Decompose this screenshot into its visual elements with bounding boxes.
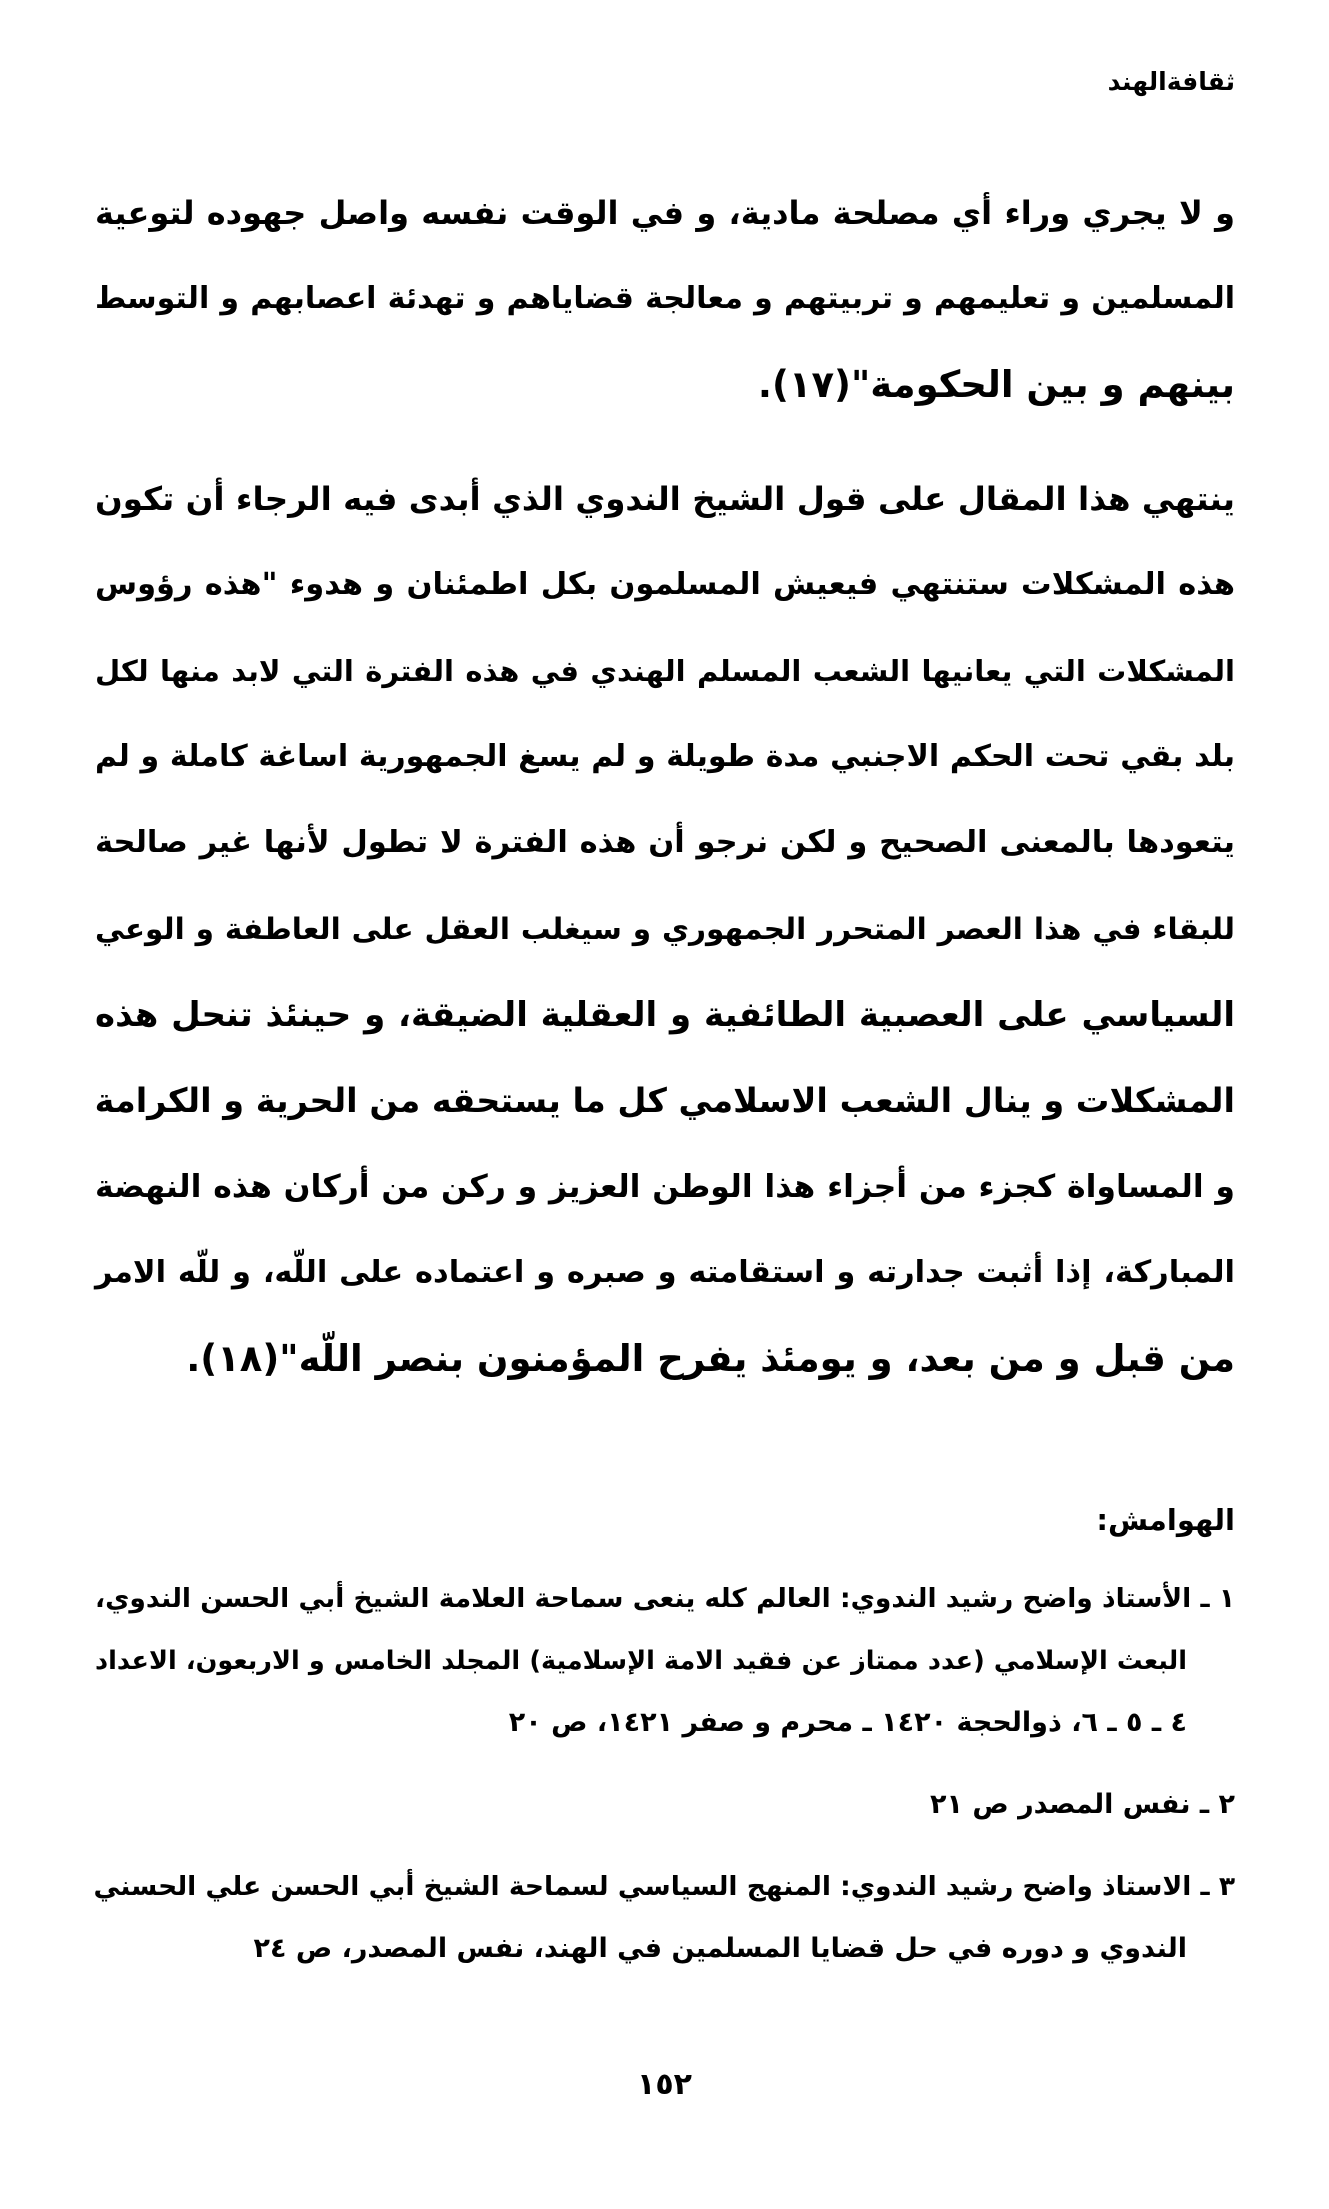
paragraph-line: المشكلات و ينال الشعب الاسلامي كل ما يستحقه من الحرية و الكرامة (94, 1081, 1235, 1120)
footnote-spacer (95, 1754, 1235, 1774)
footnote-3 (95, 1856, 1235, 1980)
footnote-spacer (95, 1836, 1235, 1856)
paragraph-line: السياسي على العصبية الطائفية و العقلية الضيقة، و حينئذ تنحل هذه (95, 995, 1235, 1035)
paragraph-line: و لا يجري وراء أي مصلحة مادية، و في الوقت نفسه واصل جهوده لتوعية (95, 194, 1235, 232)
footnote-line: ٣ ـ الاستاذ واضح رشيد الندوي: المنهج السياسي لسماحة الشيخ أبي الحسن علي الحسني (93, 1871, 1235, 1902)
running-header: ثقافةالهند (1107, 67, 1235, 96)
paragraph-line: و المساواة كجزء من أجزاء هذا الوطن العزيز و ركن من أركان هذه النهضة (95, 1169, 1235, 1205)
paragraph-line: للبقاء في هذا العصر المتحرر الجمهوري و سيغلب العقل على العاطفة و الوعي (95, 912, 1235, 946)
paragraph-line: بينهم و بين الحكومة"(١٧). (757, 363, 1235, 406)
paragraph-line: المسلمين و تعليمهم و تربيتهم و معالجة قضاياهم و تهدئة اعصابهم و التوسط (95, 281, 1235, 316)
paragraph-spacer (95, 428, 1235, 456)
footnote-line: ١ ـ الأستاذ واضح رشيد الندوي: العالم كله ينعى سماحة العلامة الشيخ أبي الحسن الندوي، (95, 1583, 1235, 1614)
paragraph-line: من قبل و من بعد، و يومئذ يفرح المؤمنون بنصر اللّه"(١٨). (186, 1337, 1235, 1380)
body-text (95, 170, 1235, 1402)
paragraph-line: بلد بقي تحت الحكم الاجنبي مدة طويلة و لم يسغ الجمهورية اساغة كاملة و لم (95, 739, 1235, 774)
footnote-1 (95, 1568, 1235, 1754)
paragraph-line: هذه المشكلات ستنتهي فيعيش المسلمون بكل اطمئنان و هدوء "هذه رؤوس (95, 567, 1235, 602)
footnote-2 (95, 1774, 1235, 1836)
paragraph-line: ينتهي هذا المقال على قول الشيخ الندوي الذي أبدى فيه الرجاء أن تكون (95, 480, 1235, 518)
footnotes-section (95, 1490, 1235, 1980)
footnote-line: البعث الإسلامي (عدد ممتاز عن فقيد الامة الإسلامية) المجلد الخامس و الاربعون، الاعداد (95, 1646, 1187, 1676)
paragraph-2 (95, 456, 1235, 1402)
paragraph-1 (95, 170, 1235, 428)
footnotes-heading: الهوامش: (1096, 1503, 1235, 1537)
footnote-line: الندوي و دوره في حل قضايا المسلمين في الهند، نفس المصدر، ص ٢٤ (253, 1933, 1187, 1964)
paragraph-line: يتعودها بالمعنى الصحيح و لكن نرجو أن هذه الفترة لا تطول لأنها غير صالحة (95, 825, 1235, 860)
footnote-line: ٤ ـ ٥ ـ ٦، ذوالحجة ١٤٢٠ ـ محرم و صفر ١٤٢١، ص ٢٠ (508, 1707, 1187, 1738)
paragraph-line: المشكلات التي يعانيها الشعب المسلم الهندي في هذه الفترة التي لابد منها لكل (95, 654, 1235, 688)
page-number: ١٥٢ (637, 2067, 692, 2102)
footnote-line: ٢ ـ نفس المصدر ص ٢١ (930, 1789, 1235, 1820)
paragraph-line: المباركة، إذا أثبت جدارته و استقامته و صبره و اعتماده على اللّه، و للّه الامر (95, 1255, 1235, 1290)
